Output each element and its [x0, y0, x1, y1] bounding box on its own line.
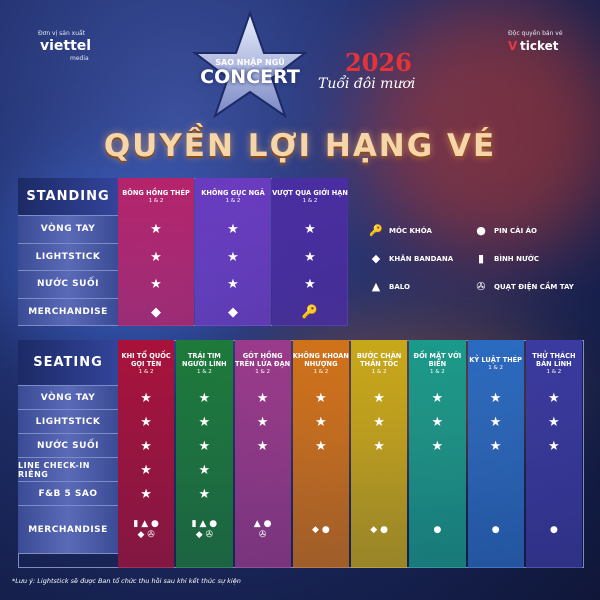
logo-top-text: SAO NHẬP NGŨ: [215, 58, 285, 67]
standing-cell: ★: [304, 249, 316, 265]
legend-item: [368, 280, 410, 293]
seating-cell: [351, 458, 407, 482]
seating-cell: ★: [140, 486, 152, 502]
seating-cell: [235, 458, 291, 482]
seating-cell: ★: [373, 438, 385, 454]
column-sub: 1 & 2: [302, 198, 318, 204]
column-name: KỶ LUẬT THÉP: [469, 356, 522, 364]
column-name: BÔNG HỒNG THÉP: [122, 189, 190, 197]
seating-row-label: VÒNG TAY: [18, 386, 118, 410]
distributor-brand: ticket: [520, 39, 559, 53]
seating-cell: [235, 482, 291, 506]
standing-row-label: MERCHANDISE: [18, 299, 118, 327]
seating-row-label: MERCHANDISE: [18, 506, 118, 554]
page-title: QUYỀN LỢI HẠNG VÉ: [103, 128, 497, 164]
seating-cell: ★: [140, 462, 152, 478]
column-sub: 1 & 2: [255, 369, 271, 375]
seating-cell: [351, 482, 407, 506]
standing-row-label: VÒNG TAY: [18, 216, 118, 244]
standing-cell: ◆: [151, 304, 161, 320]
standing-header: STANDING: [18, 178, 118, 216]
distributor-mark-icon: V: [508, 39, 518, 53]
year-text: 2026: [345, 48, 412, 77]
legend-label: BALO: [389, 282, 410, 291]
standing-row-label: NƯỚC SUỐI: [18, 271, 118, 299]
seating-cell: ★: [373, 390, 385, 406]
column-name: VƯỢT QUA GIỚI HẠN: [272, 189, 348, 197]
column-name: TRÁI TIM NGƯỜI LÍNH: [182, 352, 227, 368]
column-name: KHÔNG KHOAN NHƯỢNG: [292, 352, 349, 368]
seating-cell: ★: [256, 390, 269, 406]
standing-column-header: [118, 180, 194, 214]
seating-cell: [468, 458, 524, 482]
column-sub: 1 & 2: [488, 365, 504, 371]
column-sub: 1 & 2: [138, 369, 154, 375]
seating-cell: ★: [431, 390, 444, 406]
seating-column-header: [235, 344, 291, 384]
legend-label: KHĂN BANDANA: [389, 254, 454, 263]
seating-cell: ★: [315, 390, 327, 406]
column-name: THỬ THÁCH BẢN LĨNH: [532, 352, 576, 368]
seating-cell: ★: [256, 438, 269, 454]
seating-cell: [526, 482, 582, 506]
column-sub: 1 & 2: [148, 198, 164, 204]
legend-item: [368, 224, 432, 237]
logo-main-text: CONCERT: [200, 66, 300, 88]
seating-cell: ★: [489, 438, 502, 454]
column-sub: 1 & 2: [196, 369, 212, 375]
seating-cell: ★: [431, 438, 444, 454]
seating-cell: ★: [198, 390, 211, 406]
seating-cell: [293, 482, 349, 506]
seating-column-header: [526, 344, 582, 384]
column-name: BƯỚC CHÂN THẦN TỐC: [356, 352, 402, 368]
column-name: KHI TỔ QUỐC GỌI TÊN: [121, 352, 171, 368]
legend-label: MÓC KHÓA: [389, 226, 432, 235]
column-sub: 1 & 2: [429, 369, 445, 375]
seating-cell: ★: [548, 414, 560, 430]
standing-cell: ★: [304, 222, 316, 238]
seating-cell: ★: [140, 414, 152, 430]
footnote: *Lưu ý: Lightstick sẽ được Ban tổ chức thu hồi sau khi kết thúc sự kiện: [12, 577, 241, 585]
seating-merch-cell: ▮ ▲ ● ◆ ✇: [191, 519, 218, 540]
seating-row-label: LINE CHECK-IN RIÊNG: [18, 458, 118, 482]
legend-item: [473, 224, 537, 237]
tagline-text: Tuổi đôi mươi: [318, 76, 416, 92]
seating-cell: [526, 458, 582, 482]
seating-cell: ★: [373, 414, 385, 430]
standing-cell: 🔑: [301, 304, 319, 320]
seating-column-header: [351, 344, 407, 384]
seating-row-label: LIGHTSTICK: [18, 410, 118, 434]
legend-label: QUẠT ĐIỆN CẦM TAY: [494, 282, 574, 291]
column-name: ĐỐI MẶT VỚI BIỂN: [413, 352, 462, 368]
fan-icon: ✇: [476, 280, 486, 293]
column-name: GÓT HỒNG TRÊN LỬA ĐẠN: [235, 352, 291, 368]
standing-cell: ★: [150, 277, 162, 293]
seating-merch-cell: ●: [433, 524, 442, 535]
legend-item: [473, 280, 574, 293]
seating-cell: ★: [315, 438, 327, 454]
seating-header: SEATING: [18, 340, 118, 386]
producer-sub: media: [70, 55, 89, 62]
legend-item: [473, 252, 539, 265]
legend-label: BÌNH NƯỚC: [494, 254, 540, 263]
column-name: KHÔNG GỤC NGÃ: [201, 189, 265, 197]
legend-label: PIN CÀI ÁO: [494, 226, 537, 235]
standing-cell: ◆: [228, 304, 238, 320]
standing-cell: ★: [227, 277, 239, 293]
producer-label: Đơn vị sản xuất: [38, 30, 86, 37]
column-sub: 1 & 2: [225, 198, 241, 204]
seating-cell: ★: [198, 414, 211, 430]
seating-column-header: [409, 344, 465, 384]
seating-cell: ★: [315, 414, 327, 430]
seating-cell: ★: [140, 438, 152, 454]
bag-icon: ▲: [371, 280, 381, 293]
seating-column-header: [176, 344, 232, 384]
distributor-label: Độc quyền bán vé: [508, 30, 563, 37]
seating-merch-cell: ▮ ▲ ● ◆ ✇: [133, 519, 159, 540]
standing-row-label: LIGHTSTICK: [18, 244, 118, 272]
seating-cell: ★: [489, 414, 502, 430]
producer-brand: viettel: [40, 38, 92, 54]
seating-merch-cell: ●: [549, 524, 558, 535]
seating-cell: [293, 458, 349, 482]
seating-cell: ★: [198, 438, 211, 454]
column-sub: 1 & 2: [371, 369, 387, 375]
seating-merch-cell: ●: [491, 524, 500, 535]
seating-cell: ★: [548, 390, 560, 406]
seating-row-label: NƯỚC SUỐI: [18, 434, 118, 458]
seating-cell: [468, 482, 524, 506]
standing-cell: ★: [227, 249, 239, 265]
standing-cell: ★: [150, 222, 162, 238]
column-sub: 1 & 2: [313, 369, 329, 375]
seating-cell: ★: [548, 438, 560, 454]
seating-merch-cell: ◆ ●: [370, 524, 388, 535]
standing-column-header: [272, 180, 348, 214]
seating-merch-cell: ◆ ●: [312, 524, 330, 535]
seating-merch-cell: ▲ ● ✇: [253, 519, 272, 540]
seating-column-header: [118, 344, 174, 384]
seating-cell: ★: [489, 390, 502, 406]
seating-cell: [409, 458, 465, 482]
seating-cell: ★: [256, 414, 269, 430]
legend-item: [368, 252, 453, 265]
seating-cell: ★: [198, 462, 211, 478]
seating-row-label: F&B 5 SAO: [18, 482, 118, 506]
seating-column-header: [468, 344, 524, 384]
seating-cell: ★: [431, 414, 444, 430]
bottle-icon: ▮: [477, 252, 485, 265]
standing-column-header: [195, 180, 271, 214]
column-sub: 1 & 2: [546, 369, 562, 375]
bandana-icon: ◆: [371, 252, 381, 265]
standing-cell: ★: [304, 277, 316, 293]
standing-cell: ★: [227, 222, 239, 238]
keychain-icon: 🔑: [369, 224, 383, 237]
seating-cell: [409, 482, 465, 506]
seating-column-header: [293, 344, 349, 384]
seating-cell: ★: [198, 486, 211, 502]
seating-cell: ★: [140, 390, 152, 406]
standing-cell: ★: [150, 249, 162, 265]
pin-icon: ●: [476, 224, 486, 237]
